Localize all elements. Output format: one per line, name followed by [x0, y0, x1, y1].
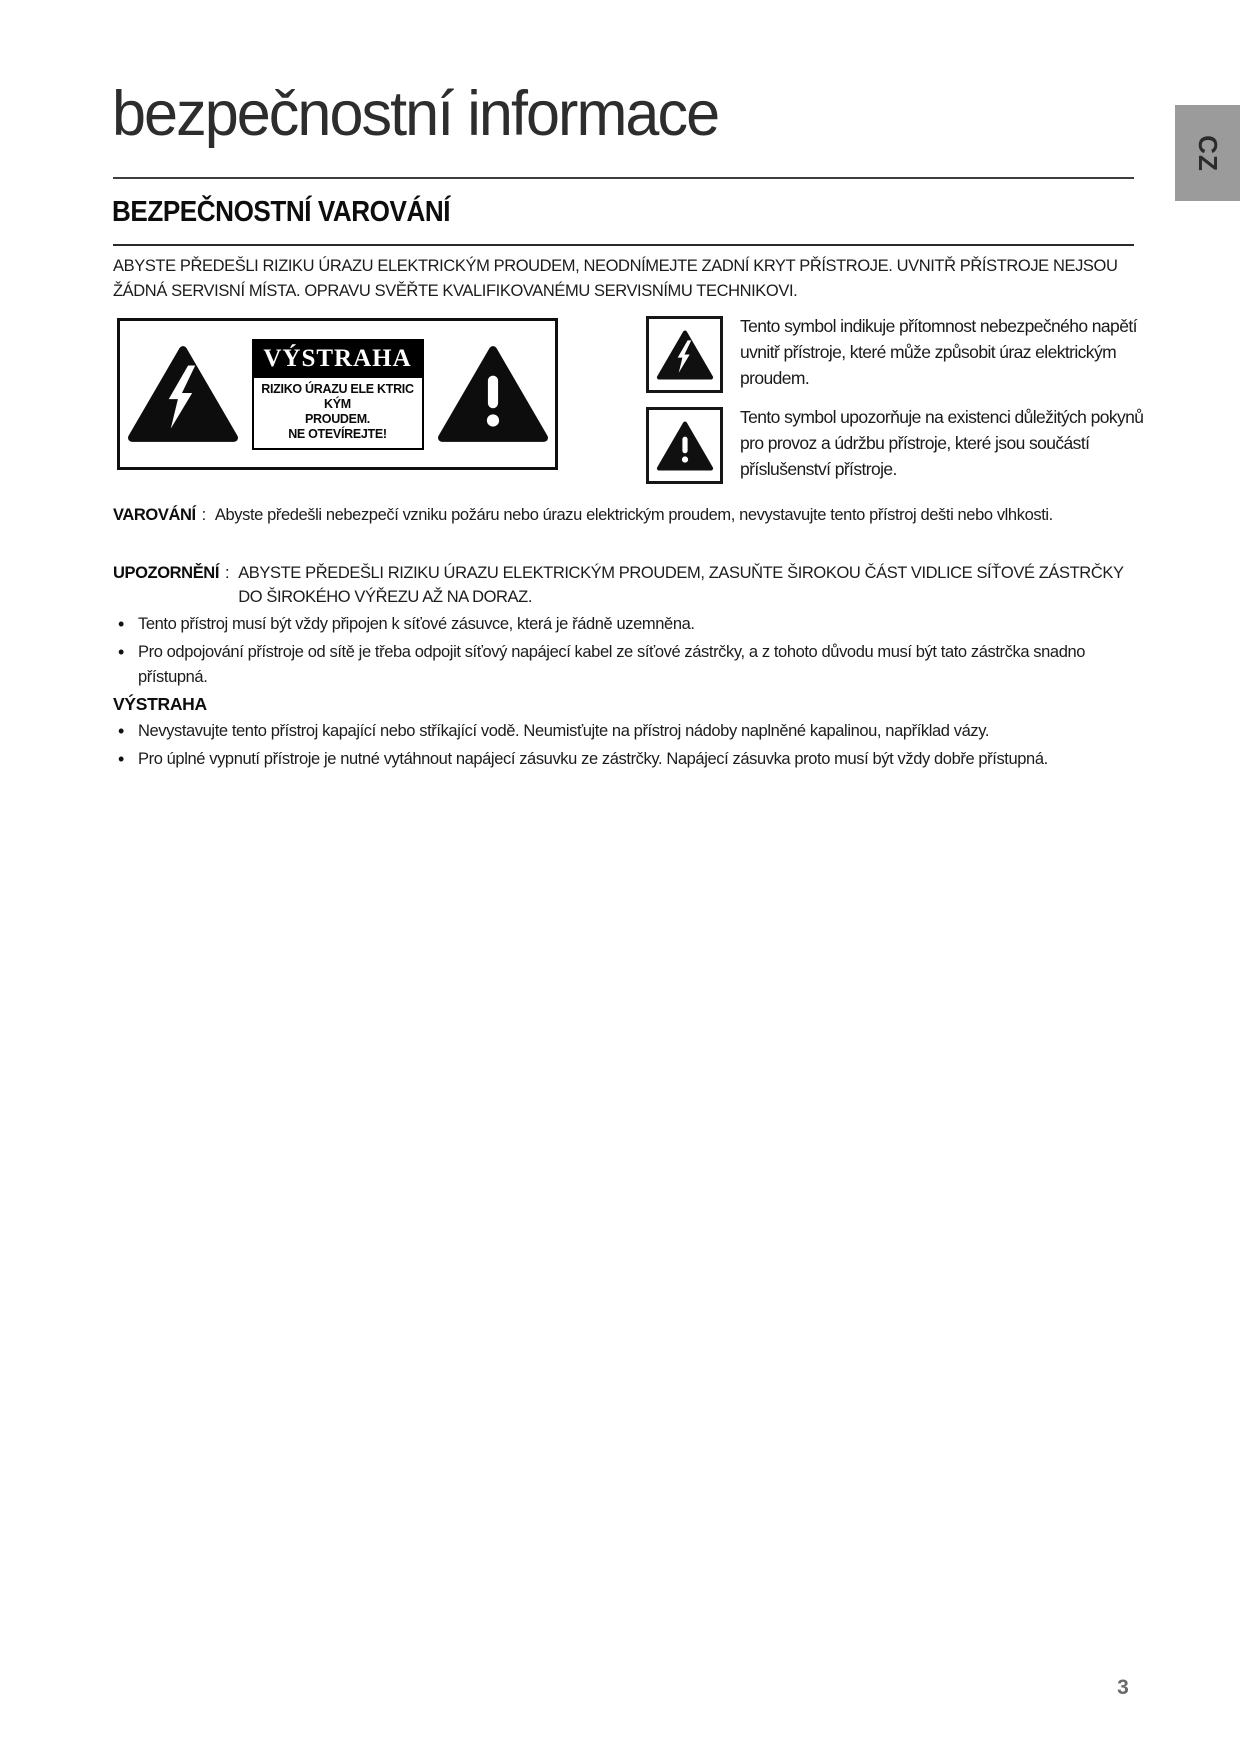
vystraha-heading: VÝSTRAHA [113, 694, 207, 714]
warning-label: VAROVÁNÍ [113, 506, 196, 524]
caution-label-line: RIZIKO ÚRAZU ELE KTRIC KÝM [261, 381, 414, 411]
lightning-triangle-icon [127, 345, 239, 443]
language-tab [1175, 105, 1240, 201]
caution-label-line: NE OTEVÍREJTE! [288, 426, 387, 441]
caution-label-title: VÝSTRAHA [254, 341, 422, 378]
exclamation-triangle-icon [656, 421, 714, 471]
caution-note-label: UPOZORNĚNÍ [113, 564, 220, 582]
list-item: • Pro úplné vypnutí přístroje je nutné vytáhnout napájecí zásuvku ze zástrčky. Napájecí zásuvka proto musí být vždy dobře přístupná. [113, 747, 1143, 772]
heading-divider [113, 244, 1134, 246]
intro-paragraph: ABYSTE PŘEDEŠLI RIZIKU ÚRAZU ELEKTRICKÝM PROUDEM, NEODNÍMEJTE ZADNÍ KRYT PŘÍSTROJE. UVNITŘ PŘÍSTROJE NEJSOU ŽÁDNÁ SERVISNÍ MÍSTA. OPRAVU SVĚŘTE KVALIFIKOVANÉMU SERVISNÍMU TECHNIKOVI. [113, 257, 1118, 300]
caution-label-box [252, 339, 424, 450]
label-colon: : [225, 564, 230, 582]
exclamation-triangle-icon [437, 345, 549, 443]
lightning-symbol-square [646, 316, 723, 393]
list-item: • Nevystavujte tento přístroj kapající nebo stříkající vodě. Neumisťujte na přístroj nádoby naplněné kapalinou, například vázy. [113, 719, 1143, 744]
caution-label-text [254, 378, 422, 448]
caution-label-line: PROUDEM. [305, 411, 370, 426]
symbol-legend-item [646, 316, 1155, 393]
page-number: 3 [1117, 1676, 1129, 1699]
symbol-legend-item [646, 407, 1155, 484]
caution-note-text: ABYSTE PŘEDEŠLI RIZIKU ÚRAZU ELEKTRICKÝM PROUDEM, ZASUŇTE ŠIROKOU ČÁST VIDLICE SÍŤOVÉ ZÁSTRČKY DO ŠIROKÉHO VÝŘEZU AŽ NA DORAZ. [238, 564, 1124, 606]
symbol-description: Tento symbol indikuje přítomnost nebezpečného napětí uvnitř přístroje, které může způsobit úraz elektrickým proudem. [740, 316, 1137, 388]
caution-bullet-list [113, 612, 1143, 693]
title-divider [113, 177, 1134, 179]
exclamation-symbol-square [646, 407, 723, 484]
list-item: • Tento přístroj musí být vždy připojen k síťové zásuvce, která je řádně uzemněna. [113, 612, 1143, 637]
caution-note [113, 561, 1141, 609]
symbol-description: Tento symbol upozorňuje na existenci důležitých pokynů pro provoz a údržbu přístroje, které jsou součástí příslušenství přístroje. [740, 407, 1144, 479]
lightning-triangle-icon [656, 330, 714, 380]
warning-note [113, 503, 1141, 527]
list-item: • Pro odpojování přístroje od sítě je třeba odpojit síťový napájecí kabel ze síťové zástrčky, a z tohoto důvodu musí být tato zástrčka snadno přístupná. [113, 640, 1143, 690]
section-heading: BEZPEČNOSTNÍ VAROVÁNÍ [112, 196, 451, 228]
page-title: bezpečnostní informace [112, 79, 719, 149]
warning-text: Abyste předešli nebezpečí vzniku požáru nebo úrazu elektrickým proudem, nevystavujte tento přístroj dešti nebo vlhkosti. [214, 506, 1053, 524]
vystraha-bullet-list [113, 719, 1143, 775]
label-colon: : [201, 506, 206, 524]
caution-graphic-box [117, 318, 558, 470]
language-tab-label: CZ [1192, 134, 1223, 172]
